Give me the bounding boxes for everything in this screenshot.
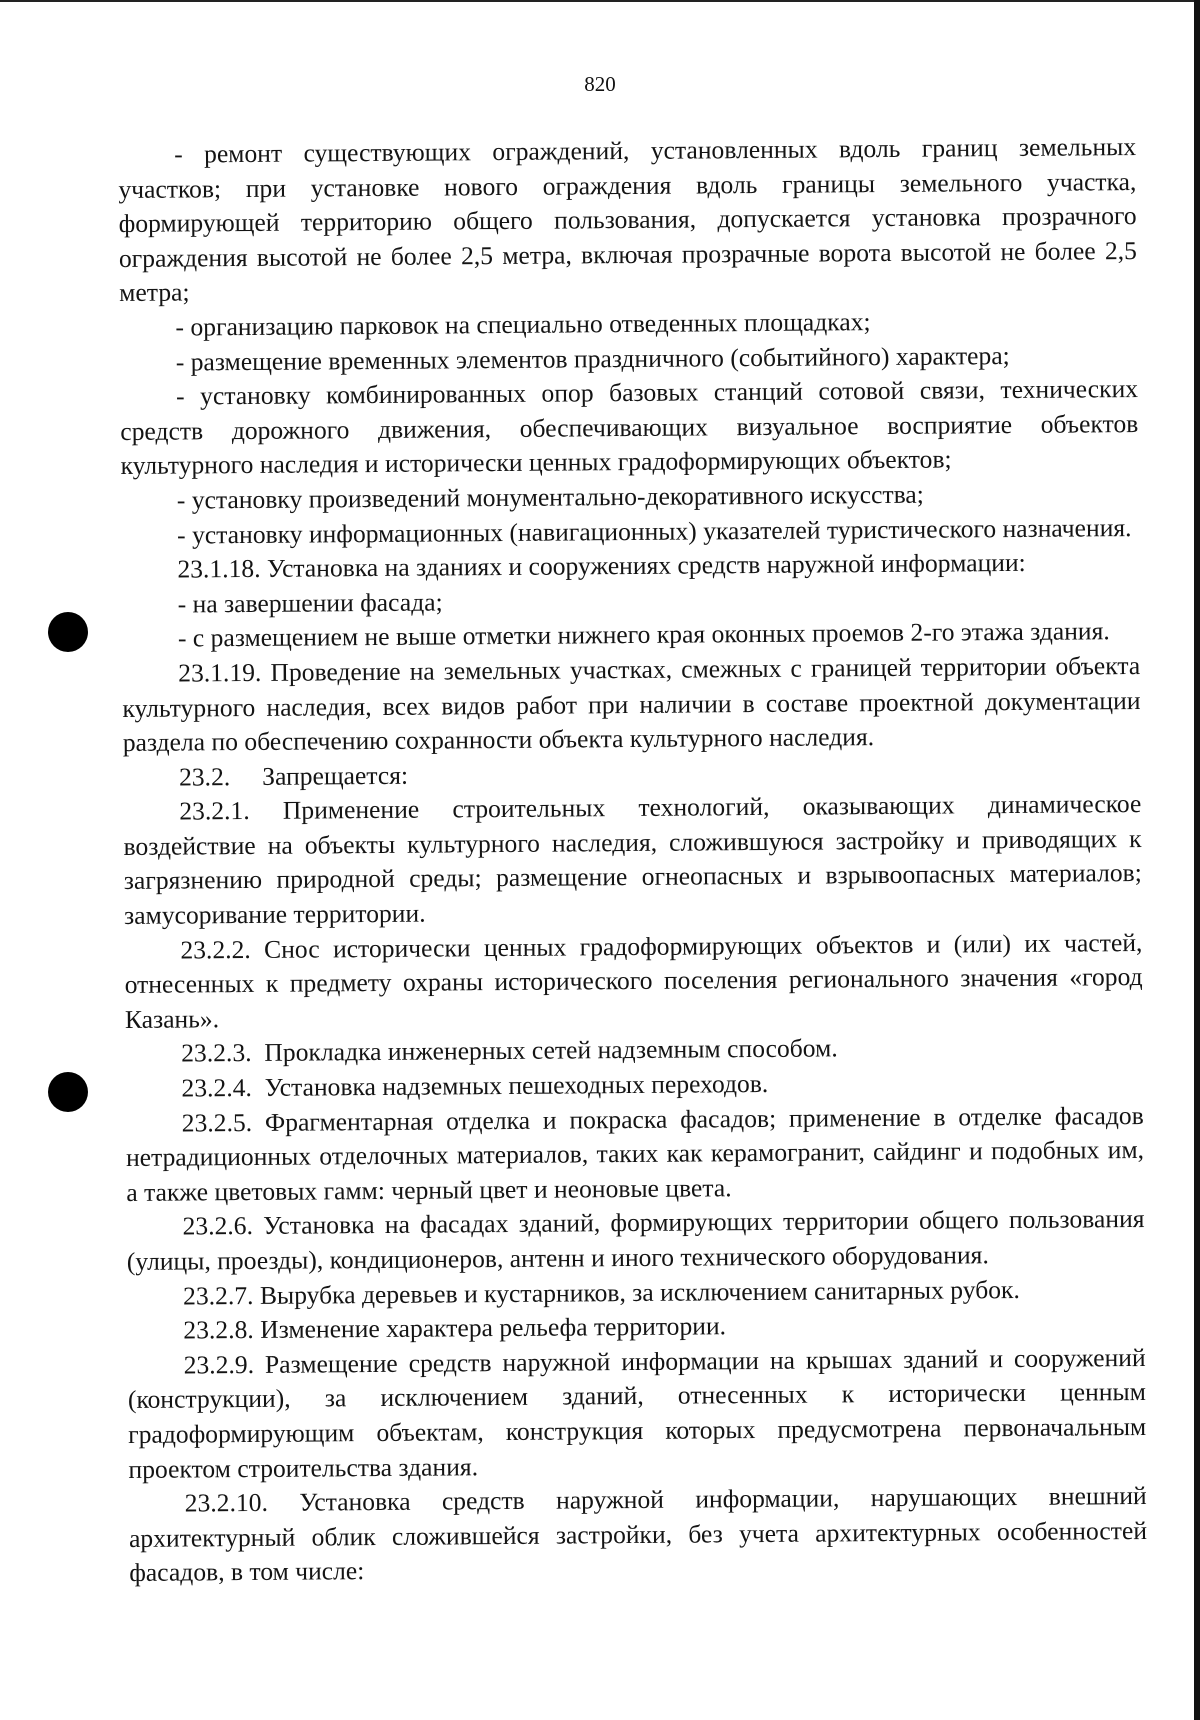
scan-edge-right xyxy=(1194,0,1200,1720)
paragraph-23-2-4: 23.2.4. Установка надземных пешеходных переходов. xyxy=(181,1068,769,1103)
paragraph-tourist-signs: - установку информационных (навигационных) указателей туристического назначения. xyxy=(177,512,1132,550)
paragraph-temporary-elements: - размещение временных элементов праздничного (событийного) характера; xyxy=(175,340,1010,377)
paragraph-combined-supports: - установку комбинированных опор базовых станций сотовой связи, технических средств дорожного движения, обеспечивающих визуальное восприятие объектов культурного наследия и исторически ценных градоформирующих объектов; xyxy=(120,374,1139,481)
paragraph-23-2-6: 23.2.6. Установка на фасадах зданий, формирующих территории общего пользования (улицы, проезды), кондиционеров, антенн и иного технического оборудования. xyxy=(126,1204,1145,1276)
scan-edge-top xyxy=(0,0,1200,2)
paragraph-23-2-7: 23.2.7. Вырубка деревьев и кустарников, за исключением санитарных рубок. xyxy=(182,1274,1020,1311)
paragraph-facade-top: - на завершении фасада; xyxy=(177,587,443,619)
punch-hole-icon xyxy=(48,612,88,652)
paragraph-23-2-5: 23.2.5. Фрагментарная отделка и покраска фасадов; применение в отделке фасадов нетрадиционных отделочных материалов, таких как керамогранит, сайдинг и подобных им, а также цветовых гамм: черный цвет и неоновые цвета. xyxy=(125,1100,1145,1207)
paragraph-23-2-1: 23.2.1. Применение строительных технологий, оказывающих динамическое воздействие на объекты культурного наследия, сложившуюся застройку и приводящих к загрязнению природной среды; размещение огнеопасных и взрывоопасных материалов; замусоривание территории. xyxy=(123,789,1142,931)
paragraph-23-2-10: 23.2.10. Установка средств наружной информации, нарушающих внешний архитектурный облик сложившейся застройки, без учета архитектурных особенностей фасадов, в том числе: xyxy=(128,1481,1148,1588)
paragraph-23-1-19: 23.1.19. Проведение на земельных участках, смежных с границей территории объекта культурного наследия, всех видов работ при наличии в составе проектной документации раздела по обеспечению сохранности объекта культурного наследия. xyxy=(122,650,1141,758)
paragraph-parking: - организацию парковок на специально отведенных площадках; xyxy=(175,307,871,342)
paragraph-fence-repair: - ремонт существующих ограждений, установленных вдоль границ земельных участков; при установке нового ограждения вдоль границы земельного участка, формирующей территорию общего пользования, допускается установка прозрачного ограждения высотой не более 2,5 метра, включая прозрачные ворота высотой не более 2,5 метра; xyxy=(118,132,1138,308)
paragraph-23-2: 23.2. Запрещается: xyxy=(178,760,409,792)
punch-hole-icon xyxy=(48,1072,88,1112)
paragraph-window-level: - с размещением не выше отметки нижнего края оконных проемов 2-го этажа здания. xyxy=(177,616,1110,653)
paragraph-23-2-3: 23.2.3. Прокладка инженерных сетей надземным способом. xyxy=(181,1033,838,1068)
paragraph-23-2-9: 23.2.9. Размещение средств наружной информации на крышах зданий и сооружений (конструкции), за исключением зданий, отнесенных к исторически ценным градоформирующим объектам, конструкция которых предусмотрена первоначальным проектом строительства здания. xyxy=(127,1342,1147,1484)
paragraph-23-2-2: 23.2.2. Снос исторически ценных градоформирующих объектов и (или) их частей, отнесенных к предмету охраны исторического поселения регионального значения «город Казань». xyxy=(124,927,1143,1034)
paragraph-23-2-8: 23.2.8. Изменение характера рельефа территории. xyxy=(183,1311,727,1345)
page-number: 820 xyxy=(584,72,616,96)
paragraph-23-1-18: 23.1.18. Установка на зданиях и сооружениях средств наружной информации: xyxy=(177,548,1026,584)
document-body xyxy=(118,130,1147,1591)
paragraph-monumental-art: - установку произведений монументально-декоративного искусства; xyxy=(176,479,924,515)
